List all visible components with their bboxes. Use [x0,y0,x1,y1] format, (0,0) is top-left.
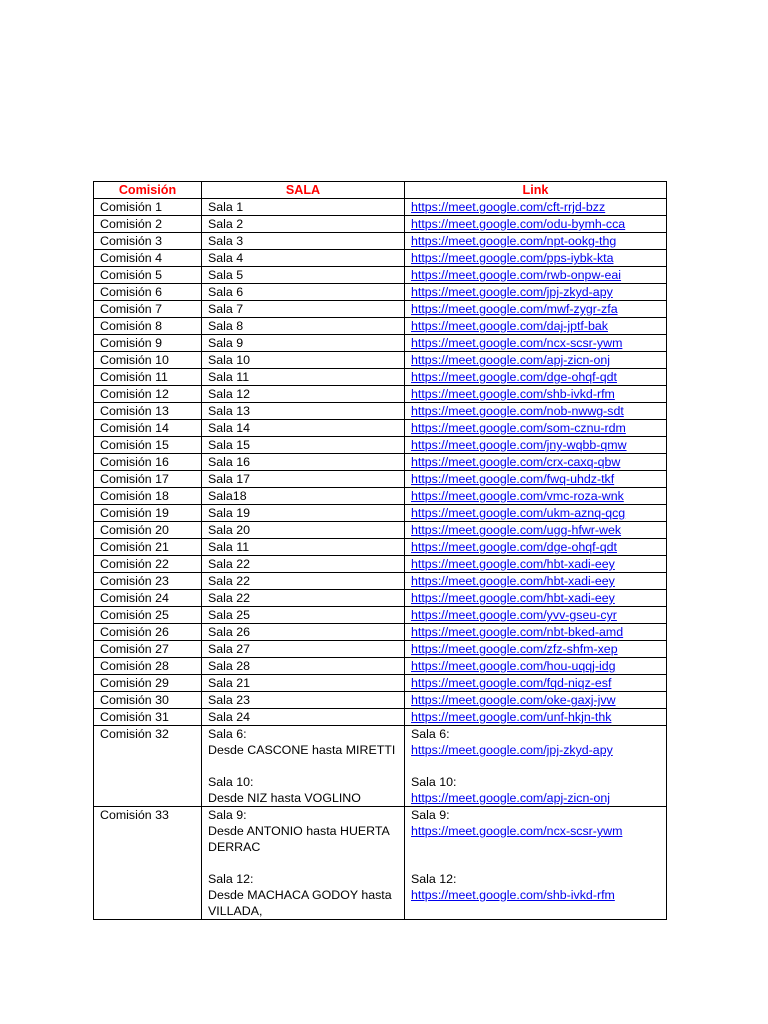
link-cell [405,420,667,437]
link-cell [405,386,667,403]
link-cell [405,539,667,556]
link-wrapper [411,742,660,758]
link-cell-multi [405,726,667,807]
comision-cell: Comisión 27 [94,641,202,658]
table-row [94,233,667,250]
sala-cell-multi [202,807,405,920]
table-body [94,199,667,920]
comision-cell: Comisión 31 [94,709,202,726]
table-row [94,556,667,573]
table-row [94,573,667,590]
comision-cell: Comisión 17 [94,471,202,488]
table-row [94,420,667,437]
link-cell [405,488,667,505]
meet-link[interactable]: https://meet.google.com/crx-caxq-qbw [411,455,621,469]
meet-link[interactable]: https://meet.google.com/dge-ohqf-qdt [411,540,617,554]
meet-link[interactable]: https://meet.google.com/npt-ookg-thg [411,234,617,248]
table-row [94,369,667,386]
sala-cell: Sala 16 [202,454,405,471]
meet-link[interactable]: https://meet.google.com/ncx-scsr-ywm [411,824,623,838]
sala-cell: Sala 7 [202,301,405,318]
table-row [94,454,667,471]
comision-cell: Comisión 28 [94,658,202,675]
meet-link[interactable]: https://meet.google.com/ukm-aznq-qcg [411,506,626,520]
comision-cell: Comisión 33 [94,807,202,920]
comision-cell: Comisión 30 [94,692,202,709]
surname-range: Desde NIZ hasta VOGLINO [208,791,361,805]
meet-link[interactable]: https://meet.google.com/shb-ivkd-rfm [411,387,615,401]
table-row [94,675,667,692]
meet-link[interactable]: https://meet.google.com/hbt-xadi-eey [411,557,615,571]
table-row [94,250,667,267]
link-cell [405,335,667,352]
link-wrapper [411,790,660,806]
meet-link[interactable]: https://meet.google.com/jpj-zkyd-apy [411,743,613,757]
meet-link[interactable]: https://meet.google.com/odu-bymh-cca [411,217,626,231]
link-sala-label: Sala 10: [411,775,457,789]
header-link: Link [405,182,667,199]
sala-cell: Sala 28 [202,658,405,675]
sala-cell: Sala 19 [202,505,405,522]
meet-link[interactable]: https://meet.google.com/nob-nwwg-sdt [411,404,624,418]
link-cell [405,675,667,692]
comision-cell: Comisión 20 [94,522,202,539]
sala-cell: Sala 21 [202,675,405,692]
link-cell [405,556,667,573]
link-cell [405,216,667,233]
comision-cell: Comisión 25 [94,607,202,624]
table-row [94,335,667,352]
comision-cell: Comisión 6 [94,284,202,301]
spacer [411,855,660,871]
spacer [208,855,398,871]
meet-link[interactable]: https://meet.google.com/shb-ivkd-rfm [411,888,615,902]
meet-link[interactable]: https://meet.google.com/mwf-zygr-zfa [411,302,618,316]
table-row [94,709,667,726]
link-cell [405,607,667,624]
link-wrapper [411,887,660,919]
meet-link[interactable]: https://meet.google.com/dge-ohqf-qdt [411,370,617,384]
link-cell [405,437,667,454]
comision-cell: Comisión 24 [94,590,202,607]
spacer [208,758,398,774]
sala-cell: Sala 12 [202,386,405,403]
spacer [411,758,660,774]
table-row [94,386,667,403]
link-cell [405,624,667,641]
sala-cell: Sala 9 [202,335,405,352]
comision-cell: Comisión 16 [94,454,202,471]
comision-cell: Comisión 8 [94,318,202,335]
comision-cell: Comisión 26 [94,624,202,641]
meet-link[interactable]: https://meet.google.com/yvv-gseu-cyr [411,608,617,622]
comision-cell: Comisión 1 [94,199,202,216]
table-row-multi [94,807,667,920]
meet-link[interactable]: https://meet.google.com/hbt-xadi-eey [411,574,615,588]
comision-cell: Comisión 5 [94,267,202,284]
sala-label: Sala 9: [208,808,247,822]
sala-cell: Sala 5 [202,267,405,284]
sala-cell: Sala 23 [202,692,405,709]
link-wrapper [411,823,660,855]
meet-link[interactable]: https://meet.google.com/daj-jptf-bak [411,319,608,333]
table-row [94,318,667,335]
surname-range: Desde MACHACA GODOY hasta VILLADA, [208,888,392,918]
comision-cell: Comisión 32 [94,726,202,807]
comision-cell: Comisión 10 [94,352,202,369]
table-row [94,267,667,284]
table-row [94,471,667,488]
sala-label: Sala 10: [208,775,254,789]
link-cell-multi [405,807,667,920]
link-cell [405,641,667,658]
meet-link[interactable]: https://meet.google.com/ugg-hfwr-wek [411,523,622,537]
sala-cell: Sala 22 [202,556,405,573]
meet-link[interactable]: https://meet.google.com/jpj-zkyd-apy [411,285,613,299]
link-cell [405,369,667,386]
sala-cell: Sala 10 [202,352,405,369]
link-cell [405,199,667,216]
sala-cell: Sala 11 [202,539,405,556]
meet-link[interactable]: https://meet.google.com/ncx-scsr-ywm [411,336,623,350]
comision-cell: Comisión 29 [94,675,202,692]
comision-cell: Comisión 15 [94,437,202,454]
meet-link[interactable]: https://meet.google.com/cft-rrjd-bzz [411,200,606,214]
comision-cell: Comisión 22 [94,556,202,573]
meet-link[interactable]: https://meet.google.com/jny-wqbb-qmw [411,438,627,452]
comision-cell: Comisión 7 [94,301,202,318]
table-row [94,199,667,216]
sala-cell: Sala 4 [202,250,405,267]
commission-schedule-table [93,181,667,920]
surname-range: Desde ANTONIO hasta HUERTA DERRAC [208,824,390,854]
meet-link[interactable]: https://meet.google.com/nbt-bked-amd [411,625,624,639]
meet-link[interactable]: https://meet.google.com/vmc-roza-wnk [411,489,624,503]
comision-cell: Comisión 2 [94,216,202,233]
comision-cell: Comisión 19 [94,505,202,522]
comision-cell: Comisión 3 [94,233,202,250]
table-row [94,624,667,641]
header-row [94,182,667,199]
sala-cell: Sala 8 [202,318,405,335]
link-cell [405,284,667,301]
sala-cell: Sala 2 [202,216,405,233]
table-row [94,216,667,233]
sala-cell: Sala 3 [202,233,405,250]
sala-cell: Sala18 [202,488,405,505]
comision-cell: Comisión 11 [94,369,202,386]
meet-link[interactable]: https://meet.google.com/unf-hkjn-thk [411,710,612,724]
meet-link[interactable]: https://meet.google.com/oke-gaxj-jvw [411,693,616,707]
table-row [94,488,667,505]
link-sala-label: Sala 6: [411,727,450,741]
link-cell [405,352,667,369]
link-cell [405,658,667,675]
link-cell [405,573,667,590]
table-row [94,692,667,709]
sala-cell: Sala 14 [202,420,405,437]
header-sala: SALA [202,182,405,199]
sala-cell: Sala 24 [202,709,405,726]
link-cell [405,709,667,726]
meet-link[interactable]: https://meet.google.com/som-cznu-rdm [411,421,626,435]
comision-cell: Comisión 13 [94,403,202,420]
comision-cell: Comisión 4 [94,250,202,267]
link-cell [405,692,667,709]
sala-label: Sala 12: [208,872,254,886]
sala-cell-multi [202,726,405,807]
sala-cell: Sala 13 [202,403,405,420]
sala-cell: Sala 15 [202,437,405,454]
sala-cell: Sala 1 [202,199,405,216]
table-row [94,539,667,556]
surname-range: Desde CASCONE hasta MIRETTI [208,743,396,757]
header-comision: Comisión [94,182,202,199]
sala-cell: Sala 25 [202,607,405,624]
table-row-multi [94,726,667,807]
table-row [94,284,667,301]
link-cell [405,233,667,250]
table-row [94,607,667,624]
table-row [94,352,667,369]
sala-cell: Sala 26 [202,624,405,641]
meet-link[interactable]: https://meet.google.com/hbt-xadi-eey [411,591,615,605]
table-row [94,505,667,522]
table-row [94,590,667,607]
table-row [94,522,667,539]
comision-cell: Comisión 12 [94,386,202,403]
link-cell [405,471,667,488]
comision-cell: Comisión 18 [94,488,202,505]
sala-cell: Sala 27 [202,641,405,658]
link-cell [405,522,667,539]
meet-link[interactable]: https://meet.google.com/apj-zicn-onj [411,353,611,367]
comision-cell: Comisión 9 [94,335,202,352]
comision-cell: Comisión 21 [94,539,202,556]
meet-link[interactable]: https://meet.google.com/hou-uqqj-idg [411,659,616,673]
table-row [94,403,667,420]
meet-link[interactable]: https://meet.google.com/pps-iybk-kta [411,251,614,265]
sala-cell: Sala 6 [202,284,405,301]
table-row [94,658,667,675]
link-cell [405,250,667,267]
meet-link[interactable]: https://meet.google.com/zfz-shfm-xep [411,642,618,656]
sala-label: Sala 6: [208,727,247,741]
link-cell [405,301,667,318]
link-cell [405,590,667,607]
table-row [94,437,667,454]
sala-cell: Sala 22 [202,573,405,590]
link-cell [405,505,667,522]
meet-link[interactable]: https://meet.google.com/rwb-onpw-eai [411,268,622,282]
meet-link[interactable]: https://meet.google.com/fqd-niqz-esf [411,676,612,690]
table-row [94,301,667,318]
meet-link[interactable]: https://meet.google.com/fwq-uhdz-tkf [411,472,615,486]
sala-cell: Sala 20 [202,522,405,539]
table-row [94,641,667,658]
sala-cell: Sala 17 [202,471,405,488]
comision-cell: Comisión 14 [94,420,202,437]
link-sala-label: Sala 12: [411,872,457,886]
link-cell [405,318,667,335]
link-cell [405,454,667,471]
sala-cell: Sala 11 [202,369,405,386]
link-cell [405,267,667,284]
link-cell [405,403,667,420]
link-sala-label: Sala 9: [411,808,450,822]
meet-link[interactable]: https://meet.google.com/apj-zicn-onj [411,791,611,805]
sala-cell: Sala 22 [202,590,405,607]
comision-cell: Comisión 23 [94,573,202,590]
